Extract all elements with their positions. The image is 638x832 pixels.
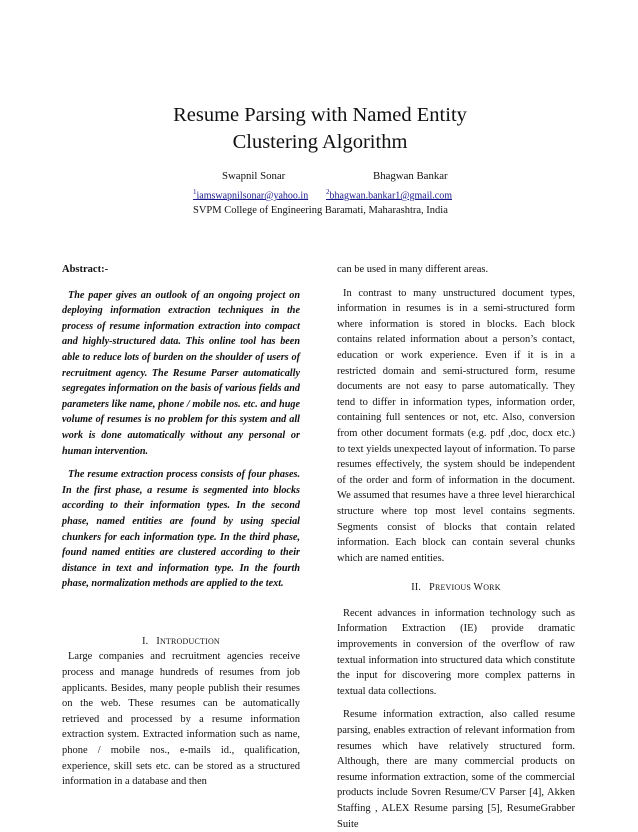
introduction-paragraph-2: In contrast to many unstructured document types, information in resumes is in a semi-structured form where information is stored in blocks. Each block contains related information about a person’s contact, education or work experience. Even if it is in a restricted domain and semi-structured form, resume documents are not easy to parse automatically. They tend to differ in information types, information order, containing full sentences or not, etc. Also, conversion from other document formats (e.g. pdf ,doc, docx etc.) to text yields unexpected layout of information. To parse resumes effectively, the system should be independent of the order and form of information in the document. We assumed that resumes have a three level hierarchical structure where top most level contains segments. Segments consist of blocks that contain related information. Each block can contain several chunks which are named entities. — [337, 287, 575, 564]
title-line-2: Clustering Algorithm — [232, 131, 408, 153]
previous-work-paragraph-1: Recent advances in information technology such as Information Extraction (IE) provide dramatic improvements in conversion of the overflow of raw textual information into structured data which constitute the input for discovering more complex patterns in textual data collections. — [337, 607, 575, 697]
paper-title — [130, 102, 510, 156]
section-heading-introduction: I. INTRODUCTION — [142, 635, 220, 647]
author-email-1[interactable]: $^1$iamswapnilsonar@yahoo.in — [193, 188, 309, 202]
section-heading-previous-work: II. PREVIOUS WORK — [411, 582, 501, 594]
title-line-1: Resume Parsing with Named Entity — [173, 104, 467, 126]
author-name-2: Bhagwan Bankar — [373, 170, 448, 182]
right-column — [337, 262, 575, 832]
abstract-heading: Abstract:- — [62, 264, 109, 275]
affiliation: SVPM College of Engineering Baramati, Maharashtra, India — [193, 205, 448, 216]
left-column — [62, 262, 300, 790]
abstract-paragraph-2: The resume extraction process consists of four phases. In the first phase, a resume is segmented into blocks according to their information types. In the second phase, named entities are found by using special chunkers for each information type. In the third phase, found named entities are clustered according to their distance in text and information type. In the fourth phase, normalization methods are applied to the text. — [62, 469, 300, 590]
previous-work-paragraph-2: Resume information extraction, also called resume parsing, enables extraction of relevant information from resumes which have relatively structured form. Although, there are many commercial products on resume information extraction, some of the commercial products include Sovren Resume/CV Parser [4], Akken Staffing , ALEX Resume parsing [5], ResumeGrabber Suite — [337, 709, 575, 830]
continued-paragraph: can be used in many different areas. — [337, 264, 489, 275]
author-email-2[interactable]: $^2$bhagwan.bankar1@gmail.com — [326, 188, 453, 202]
introduction-paragraph-1: Large companies and recruitment agencies receive process and manage hundreds of resumes from job applicants. Besides, many people publish their resumes on the web. These resumes can be automatically retrieved and processed by a resume information extraction system. Extracted information such as name, phone / mobile nos., e-mails id., qualification, experience, skill sets etc. can be stored as a structured information in a database and then — [62, 651, 300, 788]
author-name-1: Swapnil Sonar — [222, 170, 286, 182]
abstract-paragraph-1: The paper gives an outlook of an ongoing project on deploying information extraction techniques in the process of resume information extraction into compact and highly-structured data. This online tool has been able to reduce lots of burden on the shoulder of users of recruitment agency. The Resume Parser automatically segregates information on the basis of various fields and parameters like name, phone / mobile nos. etc. and huge volume of resumes is no problem for this system and all work is done automatically without any personal or human intervention. — [62, 289, 300, 457]
